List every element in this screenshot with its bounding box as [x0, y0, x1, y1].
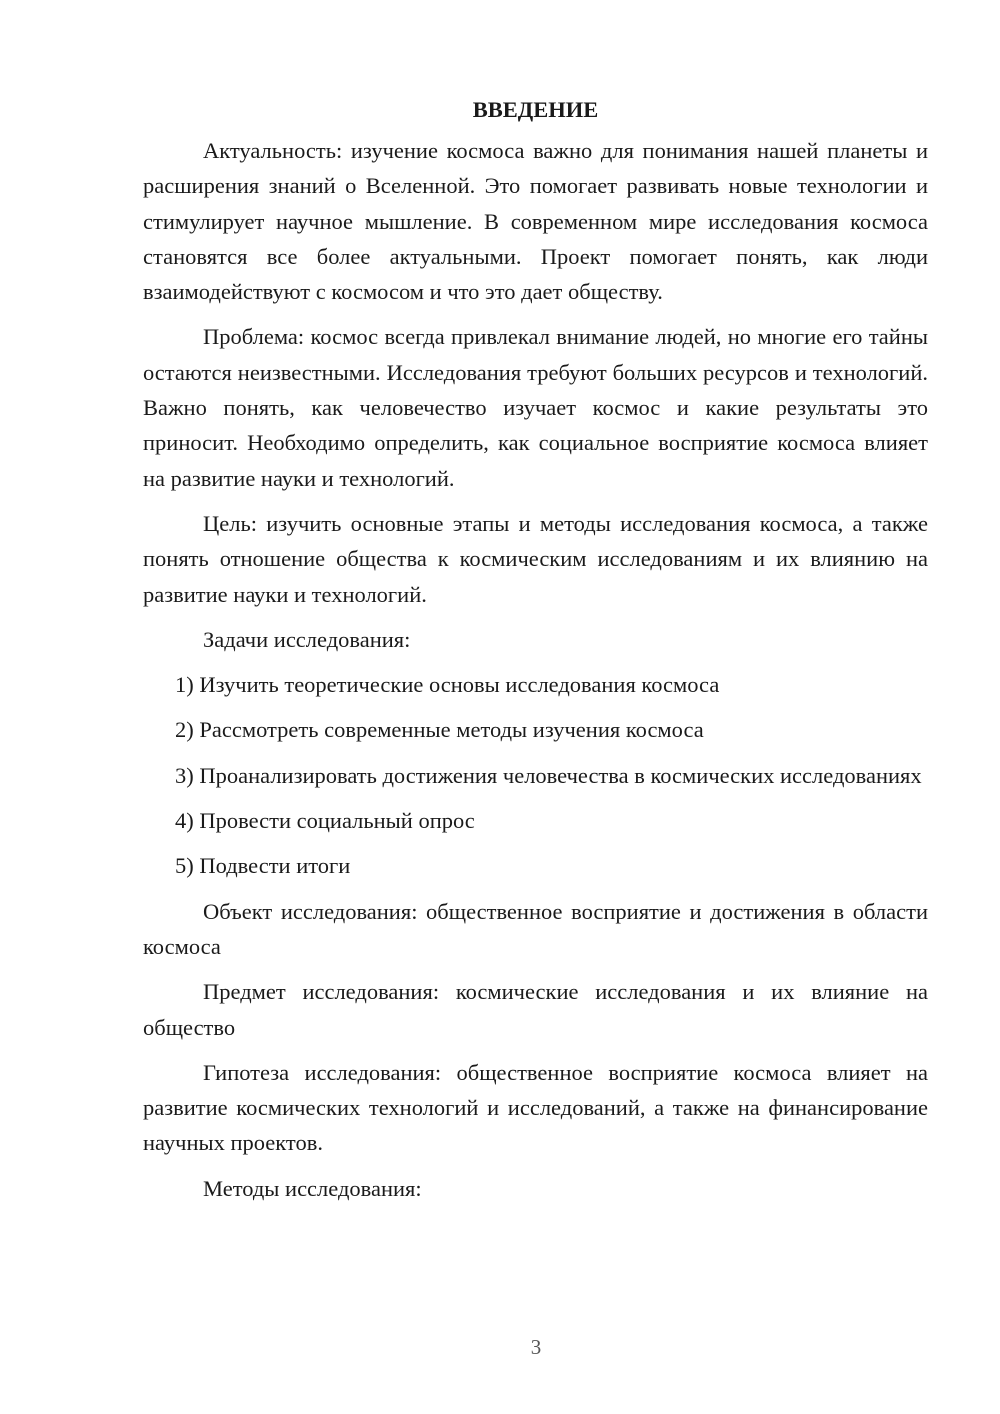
- page-content: [143, 92, 928, 1216]
- object-paragraph: Объект исследования: общественное восприятие и достижения в области космоса: [143, 898, 928, 959]
- page-number: 3: [530, 1335, 542, 1359]
- relevance-paragraph: Актуальность: изучение космоса важно для понимания нашей планеты и расширения знаний о Вселенной. Это помогает развивать новые технологии и стимулирует научное мышление. В современном мире исследования космоса становятся все более актуальными. Проект помогает понять, как люди взаимодействуют с космосом и что это дает обществу.: [143, 138, 928, 305]
- tasks-list: [143, 667, 928, 883]
- methods-heading: Методы исследования:: [203, 1175, 422, 1201]
- tasks-heading: Задачи исследования:: [203, 626, 411, 652]
- list-item: 5) Подвести итоги: [175, 853, 351, 879]
- list-item: 2) Рассмотреть современные методы изучения космоса: [175, 717, 704, 743]
- list-item: 4) Провести социальный опрос: [175, 808, 475, 834]
- page-title: ВВЕДЕНИЕ: [472, 97, 599, 122]
- problem-paragraph: Проблема: космос всегда привлекал внимание людей, но многие его тайны остаются неизвестными. Исследования требуют больших ресурсов и технологий. Важно понять, как человечество изучает космос и какие результаты это приносит. Необходимо определить, как социальное восприятие космоса влияет на развитие науки и технологий.: [143, 324, 928, 491]
- subject-paragraph: Предмет исследования: космические исследования и их влияние на общество: [143, 979, 928, 1040]
- goal-paragraph: Цель: изучить основные этапы и методы исследования космоса, а также понять отношение общества к космическим исследованиям и их влиянию на развитие науки и технологий.: [143, 510, 928, 607]
- list-item: 3) Проанализировать достижения человечества в космических исследованиях: [175, 762, 922, 788]
- hypothesis-paragraph: Гипотеза исследования: общественное восприятие космоса влияет на развитие космических технологий и исследований, а также на финансирование научных проектов.: [143, 1059, 928, 1156]
- list-item: 1) Изучить теоретические основы исследования космоса: [175, 672, 720, 698]
